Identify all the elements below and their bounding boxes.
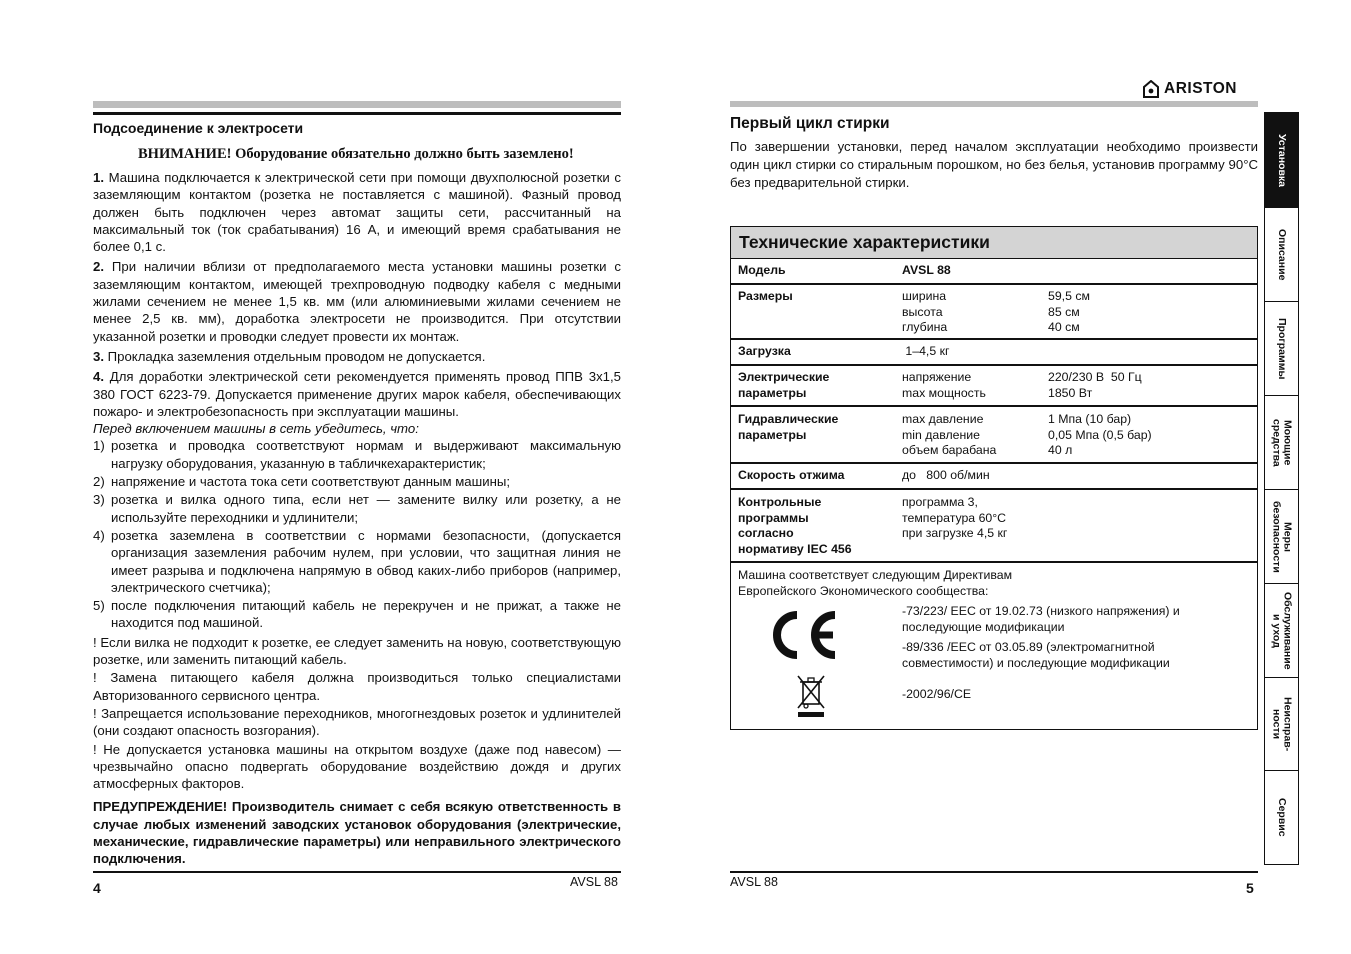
final-warning: ПРЕДУПРЕЖДЕНИЕ! Производитель снимает с себя всякую ответственность в случае любых изменений заводских установок оборудования (электрические, механические, гидравлические параметры) или неправильного электрического подключения. [93,799,621,867]
table-row: Загрузка 1–4,5 кг [731,340,1257,366]
first-cycle-text: По завершении установки, перед началом эксплуатации необходимо произвести один цикл стирки со стиральным порошком, но без белья, установив программу 90°С без предварительной стирки. [730,139,1258,190]
left-section-title: Подсоединение к электросети [93,120,304,136]
weee-bin-icon [795,674,827,718]
table-row: Модель AVSL 88 [731,259,1257,285]
left-page-number: 4 [93,880,101,896]
left-top-gray-rule [93,101,621,108]
brand-name: ARISTON [1164,80,1237,97]
tab-neispravnosti[interactable]: Неисправ- ности [1265,678,1298,771]
check-list [93,437,621,631]
caution-2: ! Замена питающего кабеля должна производиться только специалистами Авторизованного сервисного центра. [93,670,621,703]
tab-opisanie[interactable]: Описание [1265,208,1298,302]
table-row: Гидравлические параметры max давление min давление объем барабана 1 Мпа (10 бар) 0,05 Мпа (0,5 бар) 40 л [731,407,1257,464]
check-item: 5) после подключения питающий кабель не перекручен и не прижат, а также не находится под машиной. [93,598,621,631]
directive-1: -73/223/ EEC от 19.02.73 (низкого напряжения) и последующие модификации [902,604,1180,634]
right-footer-model: AVSL 88 [730,875,778,889]
specs-table [730,226,1258,730]
ariston-logo [1143,78,1257,100]
table-row: Размеры ширина высота глубина 59,5 см 85 см 40 см [731,285,1257,340]
table-row: Контрольные программы согласно нормативу IEC 456 программа 3, температура 60°С при загрузке 4,5 кг [731,490,1257,563]
left-body-text [93,169,621,871]
caution-1: ! Если вилка не подходит к розетке, ее следует заменить на новую, соответствующую розетке, или заменить питающий кабель. [93,634,621,668]
tab-obsluzhivanie[interactable]: Обслуживание и уход [1265,584,1298,678]
house-logo-icon [1143,80,1159,98]
directive-2: -89/336 /EEC от 03.05.89 (электромагнитной совместимости) и последующие модификации [902,640,1170,670]
tab-mery-bezopasnosti[interactable]: Меры безопасности [1265,490,1298,584]
directives-block [731,563,1257,729]
directives-intro: Машина соответствует следующим Директивам Европейского Экономического сообщества: [738,568,1013,598]
check-item: 4) розетка заземлена в соответствии с нормами безопасности, (допускается организация заземления рабочим нулем, при условии, что защитная линия не имеет разрыва и подключена напрямую в обвод каких-либо приборов (например, электрического счетчика); [93,527,621,595]
item-3: 3. Прокладка заземления отдельным проводом не допускается. [93,348,486,364]
right-section-title: Первый цикл стирки [730,115,890,132]
item-1: 1. Машина подключается к электрической сети при помощи двухполюсной розетки с заземляющим контактом (розетка не поставляется с машиной). Фазный провод должен быть подключен через автомат защиты сети, рассчитанный на максимальный ток (ток срабатывания) 16 А, и имеющий время срабатывания не более 0,1 с. [93,170,621,255]
right-page-number: 5 [1246,880,1254,896]
check-intro: Перед включением машины в сеть убедитесь, что: [93,421,419,437]
directive-3: -2002/96/CE [902,687,972,701]
right-bottom-rule [730,871,1258,873]
right-top-gray-rule [730,101,1258,107]
grounding-warning: ВНИМАНИЕ! Оборудование обязательно должно быть заземлено! [138,146,574,162]
tab-ustanovka[interactable]: Установка [1265,113,1298,208]
section-tabs [1264,112,1299,865]
check-item: 2) напряжение и частота тока сети соответствуют данным машины; [93,474,511,490]
left-bottom-rule [93,871,621,873]
check-item: 3) розетка и вилка одного типа, если нет — замените вилку или розетку, а не используйте переходники и удлинители; [93,492,621,525]
item-2: 2. При наличии вблизи от предполагаемого места установки машины розетки с заземляющим контактом, имеющей трехпроводную подводку кабеля с медными жилами сечением не менее 1,5 кв. мм (или алюминиевыми жилами сечением не менее 2,5 кв. мм), доработка электросети не производится. При отсутствии указанной розетки и проводки следует провести их монтаж. [93,259,621,344]
specs-table-title: Технические характеристики [731,227,1257,259]
ce-mark-icon [767,607,841,663]
check-item: 1) розетка и проводка соответствуют нормам и выдерживают максимальную нагрузку оборудования, указанную в табличкехарактеристик; [93,438,621,471]
tab-servis[interactable]: Сервис [1276,798,1288,837]
item-4: 4. Для доработки электрической сети рекомендуется применять провод ППВ 3х1,5 380 ГОСТ 6223-79. Допускается применение других марок кабеля, обеспечивающих пожаро- и электробезопасность при эксплуатации машины. [93,369,621,419]
table-row: Электрические параметры напряжение max мощность 220/230 В 50 Гц 1850 Вт [731,366,1257,407]
caution-3: ! Запрещается использование переходников, многогнездовых розеток и удлинителей (они создают опасность возгорания). [93,705,621,739]
tab-moyushchie-sredstva[interactable]: Моющие средства [1265,396,1298,490]
left-top-black-rule [93,112,621,115]
tab-programmy[interactable]: Программы [1265,302,1298,396]
caution-4: ! Не допускается установка машины на открытом воздухе (даже под навесом) — чрезвычайно опасно подвергать оборудование воздействию дождя и других атмосферных факторов. [93,741,621,792]
left-footer-model: AVSL 88 [570,875,618,889]
table-row: Скорость отжима до 800 об/мин [731,464,1257,490]
